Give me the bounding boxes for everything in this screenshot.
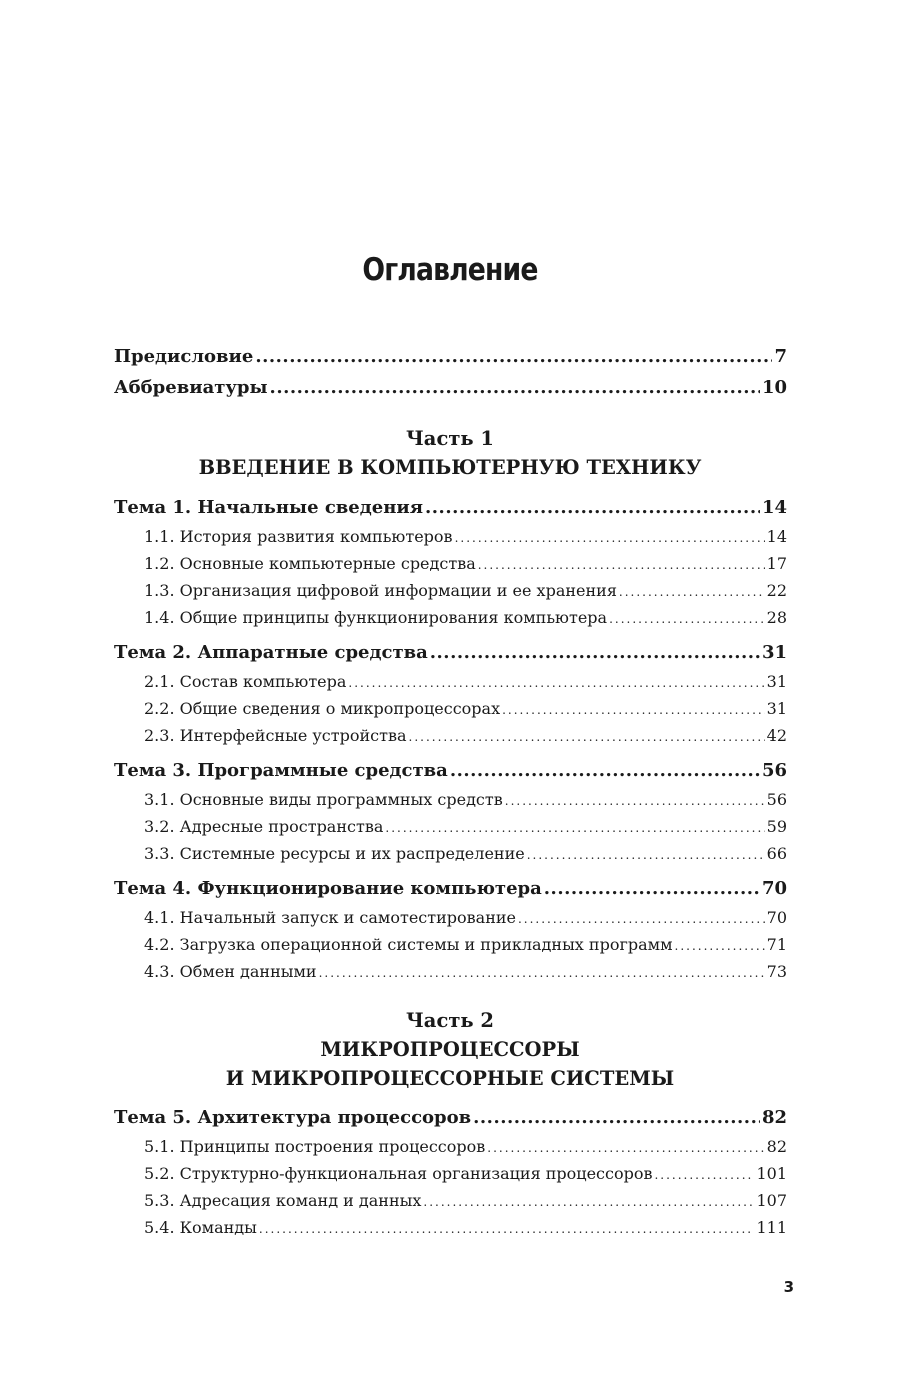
part-label: Часть 1 xyxy=(406,427,494,450)
toc-entry-section[interactable] xyxy=(144,523,787,550)
toc-entry-section[interactable] xyxy=(144,1160,787,1187)
leader-dots xyxy=(255,341,772,372)
leader-dots xyxy=(478,550,765,579)
part-title: МИКРОПРОЦЕССОРЫ xyxy=(320,1038,580,1061)
toc-entry-section[interactable] xyxy=(144,840,787,867)
leader-dots xyxy=(423,1187,754,1216)
toc-entry-section[interactable] xyxy=(144,668,787,695)
entry-label: Тема 1. Начальные сведения xyxy=(114,497,424,518)
leader-dots xyxy=(675,931,765,960)
leader-dots xyxy=(609,604,765,633)
entry-page: 22 xyxy=(766,581,787,600)
toc-entry-section[interactable] xyxy=(144,904,787,931)
leader-dots xyxy=(544,873,760,904)
leader-dots xyxy=(502,695,765,724)
toc-entry-section[interactable] xyxy=(144,1133,787,1160)
entry-label: Тема 2. Аппаратные средства xyxy=(114,642,428,663)
entry-page: 70 xyxy=(761,878,787,899)
leader-dots xyxy=(425,492,760,523)
toc-entry-topic[interactable] xyxy=(114,637,787,668)
entry-label: 5.2. Структурно-функциональная организация процессоров xyxy=(144,1164,653,1183)
leader-dots xyxy=(430,637,760,668)
entry-page: 56 xyxy=(761,760,787,781)
toc-entry-topic[interactable] xyxy=(114,755,787,786)
entry-label: Тема 3. Программные средства xyxy=(114,760,448,781)
entry-page: 73 xyxy=(766,962,787,981)
leader-dots xyxy=(270,372,760,403)
entry-label: 3.2. Адресные пространства xyxy=(144,817,384,836)
part-title: ВВЕДЕНИЕ В КОМПЬЮТЕРНУЮ ТЕХНИКУ xyxy=(198,456,702,479)
leader-dots xyxy=(450,755,760,786)
entry-label: 2.2. Общие сведения о микропроцессорах xyxy=(144,699,501,718)
toc-entry-section[interactable] xyxy=(144,786,787,813)
leader-dots xyxy=(654,1160,754,1189)
entry-label: 1.2. Основные компьютерные средства xyxy=(144,554,476,573)
entry-page: 10 xyxy=(761,377,787,398)
entry-page: 17 xyxy=(766,554,787,573)
toc-entry-section[interactable] xyxy=(144,577,787,604)
entry-page: 71 xyxy=(766,935,787,954)
entry-label: 5.1. Принципы построения процессоров xyxy=(144,1137,486,1156)
entry-page: 56 xyxy=(766,790,787,809)
part-1-heading xyxy=(0,424,900,482)
entry-page: 31 xyxy=(766,672,787,691)
entry-label: 4.1. Начальный запуск и самотестирование xyxy=(144,908,516,927)
entry-label: 1.3. Организация цифровой информации и ее хранения xyxy=(144,581,617,600)
toc-entry-section[interactable] xyxy=(144,722,787,749)
entry-page: 101 xyxy=(756,1164,787,1183)
entry-label: Аббревиатуры xyxy=(114,377,268,398)
entry-label: 3.1. Основные виды программных средств xyxy=(144,790,503,809)
toc-entry-section[interactable] xyxy=(144,1187,787,1214)
entry-page: 70 xyxy=(766,908,787,927)
entry-page: 14 xyxy=(761,497,787,518)
leader-dots xyxy=(487,1133,764,1162)
entry-label: 5.3. Адресация команд и данных xyxy=(144,1191,422,1210)
toc-entry-section[interactable] xyxy=(144,604,787,631)
entry-page: 82 xyxy=(761,1107,787,1128)
entry-page: 82 xyxy=(766,1137,787,1156)
toc-entry-section[interactable] xyxy=(144,813,787,840)
entry-page: 31 xyxy=(761,642,787,663)
part-label: Часть 2 xyxy=(406,1009,494,1032)
entry-page: 7 xyxy=(774,346,787,367)
leader-dots xyxy=(385,813,764,842)
leader-dots xyxy=(259,1214,755,1243)
toc-entry-section[interactable] xyxy=(144,695,787,722)
entry-page: 28 xyxy=(766,608,787,627)
toc-entry-preface[interactable] xyxy=(114,341,787,372)
toc-entry-section[interactable] xyxy=(144,931,787,958)
entry-label: 4.2. Загрузка операционной системы и прикладных программ xyxy=(144,935,673,954)
part-2-entries xyxy=(114,1102,787,1241)
toc-entry-section[interactable] xyxy=(144,1214,787,1241)
page-title: Оглавление xyxy=(362,252,538,288)
entry-label: 2.1. Состав компьютера xyxy=(144,672,347,691)
entry-page: 59 xyxy=(766,817,787,836)
entry-label: 3.3. Системные ресурсы и их распределение xyxy=(144,844,525,863)
entry-page: 111 xyxy=(756,1218,787,1237)
toc-entry-section[interactable] xyxy=(144,550,787,577)
part-title-line-2: И МИКРОПРОЦЕССОРНЫЕ СИСТЕМЫ xyxy=(225,1067,675,1090)
part-1-entries xyxy=(114,492,787,985)
entry-label: 4.3. Обмен данными xyxy=(144,962,317,981)
entry-label: Тема 4. Функционирование компьютера xyxy=(114,878,542,899)
leader-dots xyxy=(518,904,765,933)
entry-label: Тема 5. Архитектура процессоров xyxy=(114,1107,472,1128)
page-number: 3 xyxy=(783,1278,794,1296)
leader-dots xyxy=(473,1102,760,1133)
entry-label: Предисловие xyxy=(114,346,254,367)
leader-dots xyxy=(505,786,765,815)
entry-page: 14 xyxy=(766,527,787,546)
toc-entry-section[interactable] xyxy=(144,958,787,985)
leader-dots xyxy=(619,577,765,606)
entry-page: 66 xyxy=(766,844,787,863)
toc-entry-abbreviations[interactable] xyxy=(114,372,787,403)
leader-dots xyxy=(455,523,765,552)
entry-page: 42 xyxy=(766,726,787,745)
entry-label: 1.4. Общие принципы функционирования компьютера xyxy=(144,608,608,627)
entry-label: 5.4. Команды xyxy=(144,1218,257,1237)
toc-entry-topic[interactable] xyxy=(114,492,787,523)
entry-label: 2.3. Интерфейсные устройства xyxy=(144,726,407,745)
leader-dots xyxy=(527,840,765,869)
leader-dots xyxy=(409,722,765,751)
leader-dots xyxy=(319,958,765,987)
toc-entry-topic[interactable] xyxy=(114,1102,787,1133)
entry-page: 107 xyxy=(756,1191,787,1210)
toc-entry-topic[interactable] xyxy=(114,873,787,904)
front-matter-list xyxy=(114,341,787,403)
leader-dots xyxy=(348,668,764,697)
entry-label: 1.1. История развития компьютеров xyxy=(144,527,453,546)
entry-page: 31 xyxy=(766,699,787,718)
part-2-heading xyxy=(0,1006,900,1093)
